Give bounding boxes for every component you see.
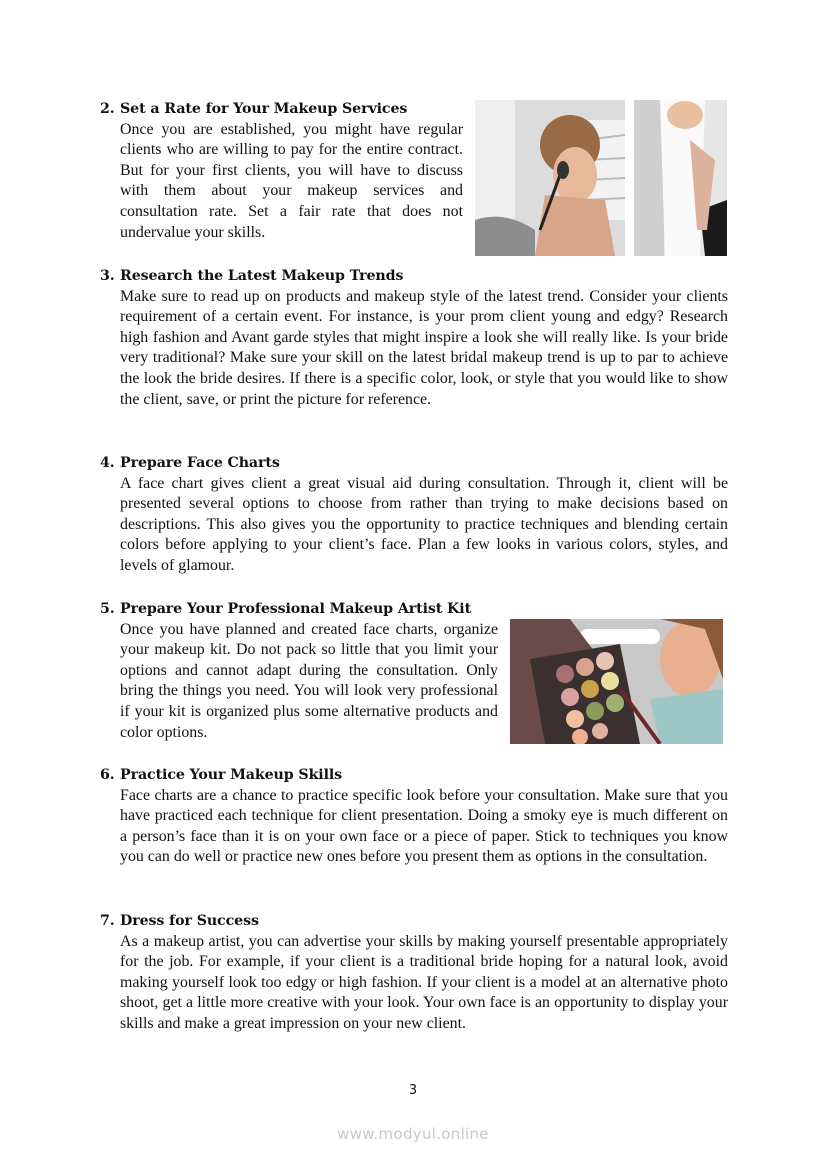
section-body: As a makeup artist, you can advertise your skills by making yourself presentable appropriately for the job. For example, if your client is a traditional bride hoping for a natural look, avoid making yourself look too edgy or high fashion. If your client is a model at an alternative photo shoot, get a little more creative with your look. Your own face is an opportunity to display your skills and make a great impression on your new client. xyxy=(120,932,728,1032)
section-number: 4. xyxy=(100,455,115,471)
section-dress-for-success xyxy=(100,911,728,1035)
section-number: 7. xyxy=(100,913,115,929)
section-body: Make sure to read up on products and makeup style of the latest trend. Consider your clients requirement of a certain event. For instance, is your prom client young and edgy? Research high fashion and Avant garde styles that might inspire a look she will really like. Is your bride very traditional? Make sure your skill on the latest bridal makeup trend is up to par to achieve the look the bride desires. If there is a specific color, look, or style that you would like to show the client, save, or print the picture for reference. xyxy=(120,287,728,408)
section-research-trends xyxy=(100,266,728,410)
section-body: Once you are established, you might have regular clients who are willing to pay for the entire contract. But for your first clients, you will have to discuss with them about your makeup services and consultation rate. Set a fair rate that does not undervalue your skills. xyxy=(120,120,463,241)
section-face-charts xyxy=(100,453,728,577)
section-heading xyxy=(100,765,728,786)
watermark: www.modyul.online xyxy=(337,1125,489,1143)
photo-woman-applying-makeup xyxy=(475,100,727,256)
photo-makeup-palette xyxy=(510,619,723,744)
section-number: 2. xyxy=(100,101,115,117)
page-number: 3 xyxy=(408,1083,418,1098)
section-title: Research the Latest Makeup Trends xyxy=(120,268,404,284)
section-title: Set a Rate for Your Makeup Services xyxy=(120,101,408,117)
section-heading xyxy=(100,266,728,287)
section-heading xyxy=(100,599,728,620)
section-number: 6. xyxy=(100,767,115,783)
section-title: Practice Your Makeup Skills xyxy=(120,767,343,783)
section-number: 5. xyxy=(100,601,115,617)
section-body: A face chart gives client a great visual aid during consultation. Through it, client will be presented several options to choose from rather than trying to make decisions based on descriptions. This also gives you the opportunity to practice techniques and blending certain colors before applying to your client’s face. Plan a few looks in various colors, styles, and levels of glamour. xyxy=(120,474,728,574)
section-heading xyxy=(100,911,728,932)
section-number: 3. xyxy=(100,268,115,284)
section-body: Face charts are a chance to practice specific look before your consultation. Make sure that you have practiced each technique for client presentation. Doing a smoky eye is much different on a person’s face than it is on your own face or a piece of paper. Stick to techniques you know you can do well or practice new ones before you present them as options in the consultation. xyxy=(120,786,728,866)
section-heading xyxy=(100,453,728,474)
section-title: Prepare Your Professional Makeup Artist Kit xyxy=(120,601,472,617)
section-body: Once you have planned and created face charts, organize your makeup kit. Do not pack so little that you limit your options and cannot adapt during the consultation. Only bring the things you need. You will look very professional if your kit is organized plus some alternative products and color options. xyxy=(120,620,498,741)
section-title: Prepare Face Charts xyxy=(120,455,280,471)
section-practice-skills xyxy=(100,765,728,868)
section-title: Dress for Success xyxy=(120,913,259,929)
